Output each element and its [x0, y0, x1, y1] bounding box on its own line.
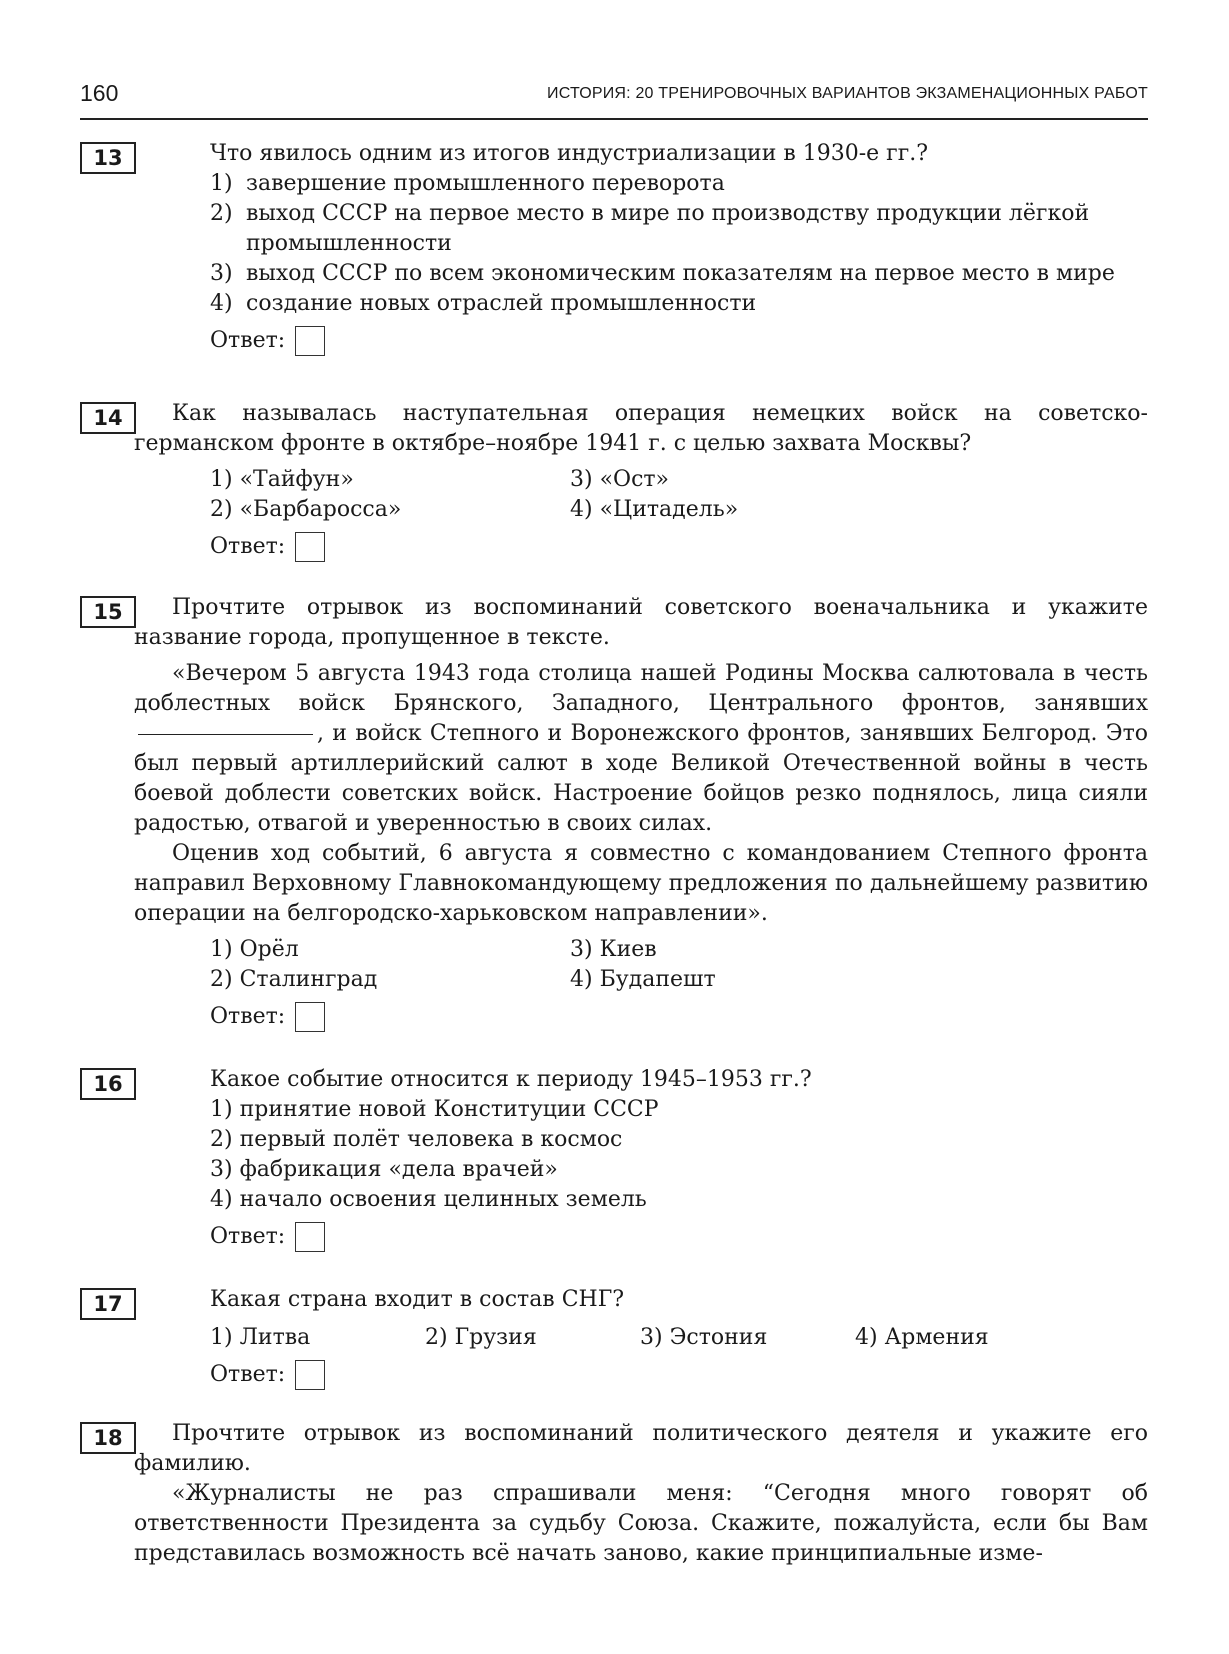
- question-text: Что явилось одним из итогов индустриализации в 1930-е гг.?: [210, 141, 929, 166]
- quote-text: «Журналисты не раз спрашивали меня: “Сегодня много говорят об ответственности Президента за судьбу Союза. Скажите, пожалуйста, если бы Вам представилась возможность всё начать заново, какие принципиальные изме-: [134, 1481, 1148, 1566]
- question-text: Какое событие относится к периоду 1945–1953 гг.?: [210, 1067, 812, 1092]
- running-title: ИСТОРИЯ: 20 ТРЕНИРОВОЧНЫХ ВАРИАНТОВ ЭКЗАМЕНАЦИОННЫХ РАБОТ: [547, 85, 1148, 102]
- answer-row: [210, 1219, 1148, 1255]
- option: 4) Армения: [855, 1325, 989, 1350]
- answer-row: [210, 1357, 1148, 1393]
- option: 2) первый полёт человека в космос: [210, 1127, 623, 1152]
- blank-line: [138, 733, 313, 735]
- task-number: 14: [80, 402, 136, 434]
- quote-text: Оценив ход событий, 6 августа я совместно с командованием Степного фронта направил Верховному Главнокомандующему предложения по дальнейшему развитию операции на белгородско-харьковском направлении».: [134, 841, 1148, 926]
- options-grid: [210, 935, 1148, 995]
- option: 2) выход СССР на первое место в мире по производству продукции лёгкой промышленности: [210, 201, 1090, 256]
- answer-label: Ответ:: [210, 1224, 286, 1249]
- question-text: Прочтите отрывок из воспоминаний политического деятеля и укажите его фамилию.: [134, 1421, 1148, 1476]
- answer-box[interactable]: [295, 1002, 325, 1032]
- task-number: 13: [80, 142, 136, 174]
- option: 1) «Тайфун»: [210, 467, 354, 492]
- option: 3) Эстония: [640, 1325, 768, 1350]
- option: 4) «Цитадель»: [570, 497, 739, 522]
- options-grid: [210, 465, 1148, 525]
- answer-row: [210, 323, 1148, 359]
- option: 2) «Барбаросса»: [210, 497, 402, 522]
- page-number: 160: [80, 80, 119, 106]
- quote-text: «Вечером 5 августа 1943 года столица нашей Родины Москва салютовала в честь доблестных войск Брянского, Западного, Центрального фронтов, занявших , и войск Степного и Воронежского фронтов, занявших Белгород. Это был первый артиллерийский салют в ходе Великой Отечественной войны в честь боевой доблести советских войск. Настроение бойцов резко поднялось, лица сияли радостью, отвагой и уверенностью в своих силах.: [134, 661, 1148, 836]
- question-text: Прочтите отрывок из воспоминаний советского военачальника и укажите название города, пропущенное в тексте.: [134, 595, 1148, 650]
- answer-row: [210, 529, 1148, 565]
- answer-box[interactable]: [295, 1360, 325, 1390]
- question-text: Как называлась наступательная операция немецких войск на советско-германском фронте в октябре–ноябре 1941 г. с целью захвата Москвы?: [134, 401, 1148, 456]
- answer-label: Ответ:: [210, 328, 286, 353]
- option: 3) «Ост»: [570, 467, 670, 492]
- question-text: Какая страна входит в состав СНГ?: [210, 1287, 625, 1312]
- answer-label: Ответ:: [210, 1362, 286, 1387]
- task-number: 15: [80, 596, 136, 628]
- option: 3) фабрикация «дела врачей»: [210, 1157, 558, 1182]
- task-number: 18: [80, 1422, 136, 1454]
- option: 1) завершение промышленного переворота: [210, 171, 725, 196]
- option: 4) начало освоения целинных земель: [210, 1187, 647, 1212]
- page-header: [80, 76, 1148, 120]
- answer-label: Ответ:: [210, 534, 286, 559]
- task-number: 16: [80, 1068, 136, 1100]
- option: 4) Будапешт: [570, 967, 716, 992]
- task-number: 17: [80, 1288, 136, 1320]
- option: 1) Литва: [210, 1325, 311, 1350]
- answer-box[interactable]: [295, 326, 325, 356]
- option: 3) выход СССР по всем экономическим показателям на первое место в мире: [210, 261, 1115, 286]
- option: 4) создание новых отраслей промышленности: [210, 291, 757, 316]
- options-row: [210, 1323, 1148, 1353]
- option: 2) Сталинград: [210, 967, 378, 992]
- option: 1) принятие новой Конституции СССР: [210, 1097, 659, 1122]
- option: 2) Грузия: [425, 1325, 537, 1350]
- answer-label: Ответ:: [210, 1004, 286, 1029]
- option: 1) Орёл: [210, 937, 299, 962]
- answer-box[interactable]: [295, 532, 325, 562]
- option: 3) Киев: [570, 937, 657, 962]
- answer-row: [210, 999, 1148, 1035]
- answer-box[interactable]: [295, 1222, 325, 1252]
